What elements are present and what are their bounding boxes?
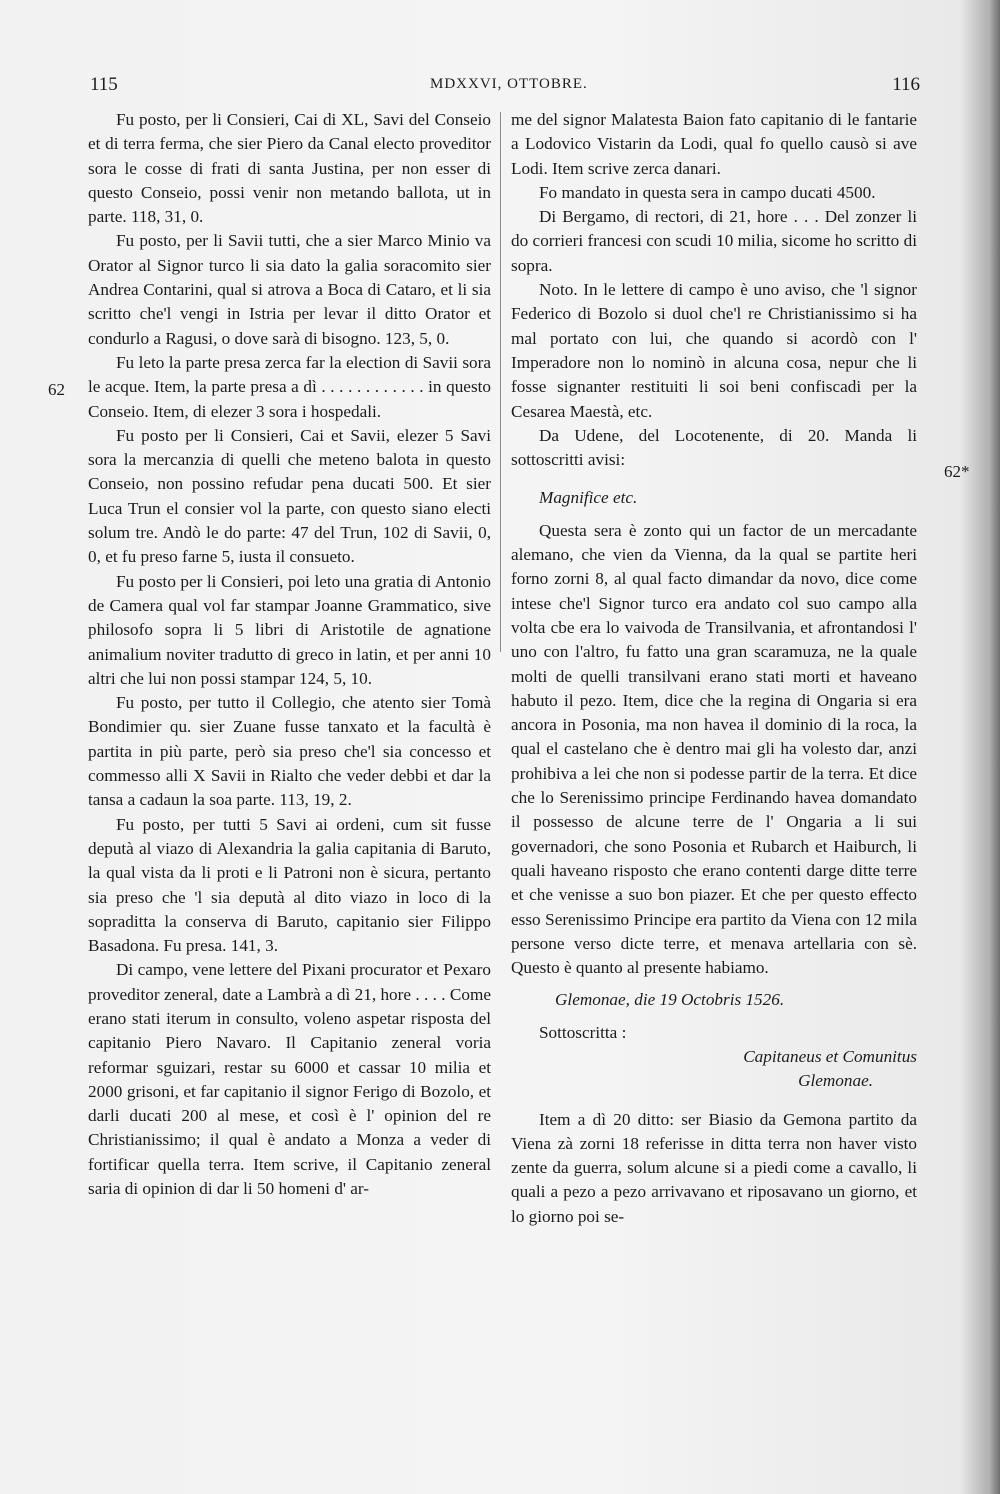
page-number-right: 116 — [892, 74, 920, 95]
right-column — [511, 108, 917, 1229]
paragraph: Fu posto, per li Savii tutti, che a sier Marco Minio va Orator al Signor turco li sia dato la galia soracomito sier Andrea Contarini, qual si atrova a Boca di Cataro, et li sia scritto che'l vengi in Istria per levar il ditto Orator et condurlo a Ragusi, o dove sarà di bisogno. 123, 5, 0. — [88, 231, 491, 348]
margin-number-right: 62* — [944, 462, 970, 481]
column-divider — [500, 112, 501, 652]
paragraph: Di campo, vene lettere del Pixani procurator et Pexaro proveditor zeneral, date a Lambrà a dì 21, hore . . . . Come erano stati iterum in consulto, voleno aspetar risposta del capitanio Piero Navaro. Il Capitanio zeneral voria reformar sguizari, restar su 6000 et cassar 10 milia et 2000 grisoni, et far capitanio il signor Ferigo di Bozolo, et darli ducati 200 al mese, et così è l' opinion del re Christianissimo; il qual è andato a Monza a veder di fortificar quella terra. Item scrive, il Capitanio zeneral saria di opinion di dar li 50 homeni d' ar- — [88, 960, 491, 1199]
signature-line-2: Glemonae. — [798, 1071, 873, 1091]
paragraph: Fu posto, per tutto il Collegio, che atento sier Tomà Bondimier qu. sier Zuane fusse tanxato et la facultà è partita in più parte, però sia preso che'l sia concesso et commesso alli X Savii in Rialto che veder debbi et dar la tansa a cadaun la soa parte. 113, 19, 2. — [88, 693, 491, 810]
page-number-left: 115 — [90, 74, 118, 95]
paragraph: Fu posto, per li Consieri, Cai di XL, Savi del Conseio et di terra ferma, che sier Piero da Canal electo proveditor sora le cosse di frati di santa Justina, per non esser di questo Conseio, possi venir non metando ballota, ut in parte. 118, 31, 0. — [88, 110, 491, 227]
paragraph: Item a dì 20 ditto: ser Biasio da Gemona partito da Viena zà zorni 18 referisse in ditta terra non haver visto zente da guerra, solum alcune si a piedi come a cavallo, li quali a pezo a pezo arrivavano et riposavano un giorno, et lo giorno poi se- — [511, 1109, 917, 1226]
dateline: Glemonae, die 19 Octobris 1526. — [555, 990, 785, 1010]
paragraph: Da Udene, del Locotenente, di 20. Manda li sottoscritti avisi: — [511, 425, 917, 470]
subscribed-label: Sottoscritta : — [539, 1022, 627, 1042]
salutation: Magnifice etc. — [539, 488, 638, 508]
paragraph: Fu posto, per tutti 5 Savi ai ordeni, cum sit fusse deputà al viazo di Alexandria la galia capitania di Baruto, la qual vista da li proti e li Patroni non è sicura, pertanto sia preso che 'l sia deputà al dito viazo in loco di la sopraditta la conserva di Baruto, capitanio sier Filippo Basadona. Fu presa. 141, 3. — [88, 814, 491, 956]
paragraph: Fu posto per li Consieri, Cai et Savii, elezer 5 Savi sora la mercanzia di quelli che meteno balota in questo Conseio, non possino refudar pena ducati 500. Et sier Luca Trun el consier vol la parte, con questo siano electi solum tre. Andò le do parte: 47 del Trun, 102 di Savii, 0, 0, et fu preso farne 5, iusta il consueto. — [88, 425, 491, 567]
book-spine-shadow — [988, 0, 1000, 1494]
running-header — [90, 74, 920, 98]
paragraph: Fu leto la parte presa zerca far la election di Savii sora le acque. Item, la parte presa a dì . . . . . . . . . . . . in questo Conseio. Item, di elezer 3 sora i hospedali. — [88, 352, 491, 421]
signature-line-1: Capitaneus et Comunitus — [743, 1046, 917, 1066]
paragraph: Fu posto per li Consieri, poi leto una gratia di Antonio de Camera qual vol far stampar Joanne Grammatico, sive philosofo sopra li 5 libri di Aristotile de agnatione animalium noviter tradutto di greco in latin, et per anni 10 altri che lui non possi stampar 124, 5, 10. — [88, 571, 491, 688]
paragraph: Di Bergamo, di rectori, di 21, hore . . . Del zonzer li do corrieri francesi con scudi 10 milia, sicome ho scritto di sopra. — [511, 207, 917, 275]
left-column — [88, 108, 491, 1201]
margin-number-left: 62 — [48, 380, 65, 399]
paragraph: Fo mandato in questa sera in campo ducati 4500. — [539, 182, 876, 202]
paragraph: me del signor Malatesta Baion fato capitanio di le fantarie a Lodovico Vistarin da Lodi, qual fo quello causò si ave Lodi. Item scrive zerca danari. — [511, 110, 917, 178]
letter-body: Questa sera è zonto qui un factor de un mercadante alemano, che vien da Vienna, da la qual se partite heri forno zorni 8, al qual facto dimandar da novo, dice come intese che'l Signor turco era andato col suo campo alla volta cbe era lo vaivoda de Transilvania, et afrontandosi l' uno con l'altro, fu fatto una gran scaramuza, ne la quale molti de quelli transilvani erano stati morti et haveano habuto il pezo. Item, dice che la regina di Ongaria si era ancora in Posonia, ma non havea il dominio di la roca, la qual el castelano che è dentro mai gli ha volesto dar, anzi prohibiva a lei che non si podesse partir de la terra. Et dice che lo Serenissimo principe Ferdinando havea domandato il possesso de alcune terre de l' Ongaria a li sui governadori, che sono Posonia et Rubarch et Haiburch, li quali haveano risposto che erano contenti darge ditte terre et che venisse a suo bon piazer. Et che per questo effecto esso Serenissimo Principe era partito da Viena con 12 mila persone verso dicte terre, et menava artellaria con sè. Questo è quanto al presente habiamo. — [511, 520, 917, 978]
paragraph: Noto. In le lettere di campo è uno aviso, che 'l signor Federico di Bozolo si duol che'l re Christianissimo si ha mal portato con lui, che quando si acordò con l' Imperadore non lo nominò in alcuna cosa, nepur che li fosse signanter restituiti li soi beni confiscadi per la Cesarea Maestà, etc. — [511, 280, 917, 421]
running-title: MDXXVI, OTTOBRE. — [430, 76, 588, 92]
